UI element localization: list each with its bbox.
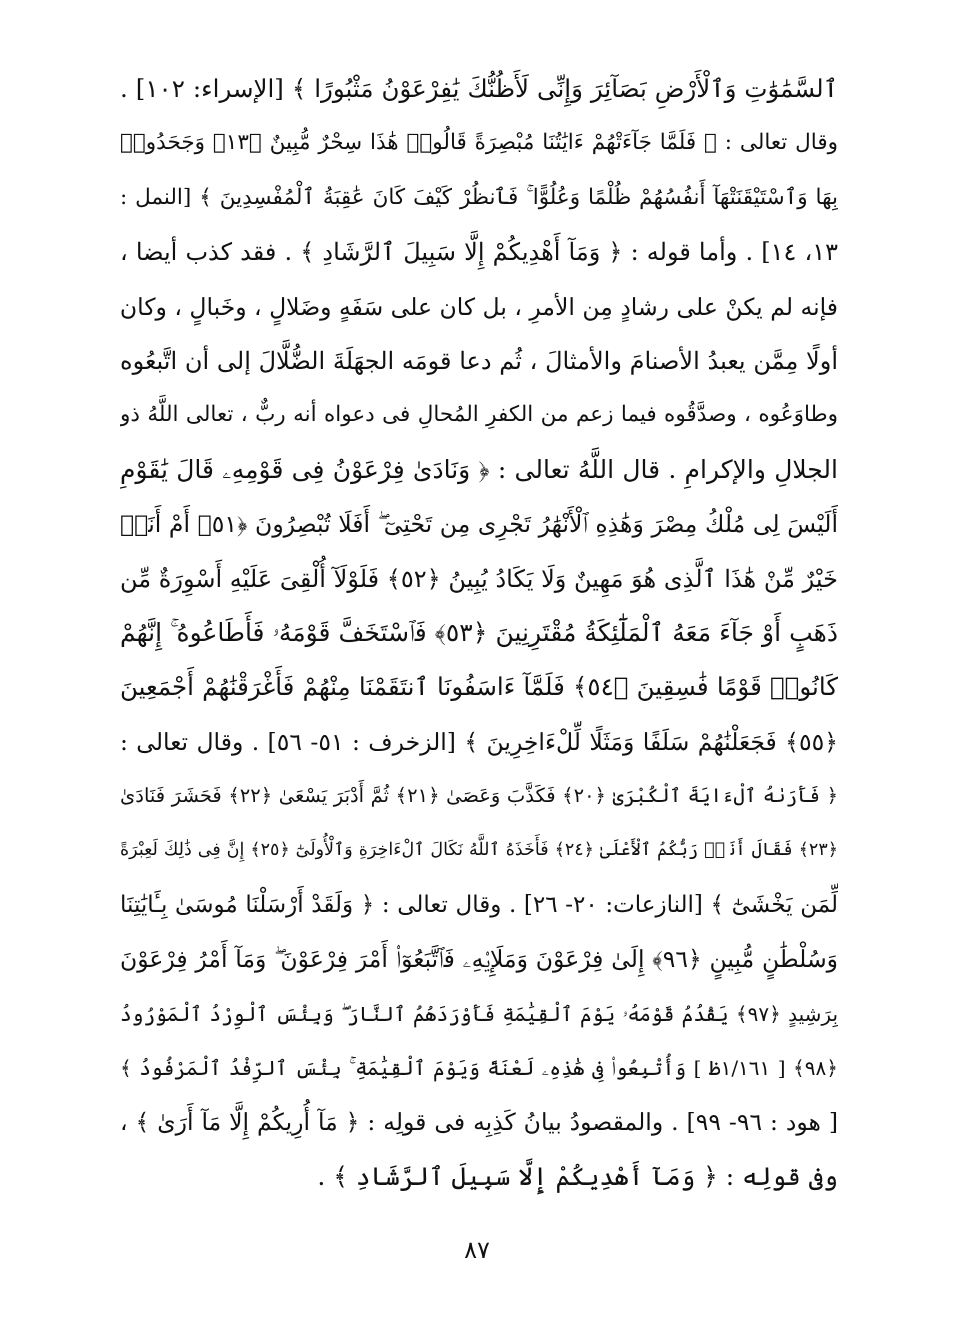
- text-line-14: ﴿ فَأَرَىٰهُ ٱلْءَايَةَ ٱلْكُبْرَىٰ ﴿٢٠﴾ فَكَذَّبَ وَعَصَىٰ ﴿٢١﴾ ثُمَّ أَدْبَرَ يَسْعَىٰ ﴿٢٢﴾ فَحَشَرَ فَنَادَىٰ: [120, 784, 838, 808]
- text-line-4: ١٣، ١٤] . وأما قوله : ﴿ وَمَآ أَهْدِيكُمْ إِلَّا سَبِيلَ ٱلرَّشَادِ ﴾ . فقد كذب أيضا ،: [120, 238, 838, 267]
- text-line-6: أولًا مِمَّن يعبدُ الأصنامَ والأمثالَ ، ثُم دعا قومَه الجهَلَةَ الضُّلَّالَ إلى أن اتَّبعُوه: [120, 346, 838, 375]
- text-line-15: ﴿٢٣﴾ فَقَالَ أَنَا۠ رَبُّكُمُ ٱلْأَعْلَىٰ ﴿٢٤﴾ فَأَخَذَهُ ٱللَّهُ نَكَالَ ٱلْءَاخِرَةِ وَٱلْأُولَىٰٓ ﴿٢٥﴾ إِنَّ فِى ذَٰلِكَ لَعِبْرَةً: [120, 840, 838, 861]
- text-line-8: الجلالِ والإكرامِ . قال اللَّهُ تعالى : ﴿ وَنَادَىٰ فِرْعَوْنُ فِى قَوْمِهِۦ قَالَ يَٰقَوْمِ: [120, 454, 838, 484]
- text-line-11: ذَهَبٍ أَوْ جَآءَ مَعَهُ ٱلْمَلَٰٓئِكَةُ مُقْتَرِنِينَ ﴿٥٣﴾ فَٱسْتَخَفَّ قَوْمَهُۥ فَأَطَاعُوهُ ۚ إِنَّهُمْ: [120, 617, 838, 647]
- text-line-5: فإنه لم يكنْ على رشادٍ مِن الأمرِ ، بل كان على سَفَهٍ وضَلالٍ ، وخَبالٍ ، وكان: [120, 292, 838, 321]
- text-line-17: وَسُلْطَٰنٍ مُّبِينٍ ﴿٩٦﴾ إِلَىٰ فِرْعَوْنَ وَمَلَإِي۟هِۦ فَٱتَّبَعُوٓا۟ أَمْرَ فِرْعَوْنَ ۖ وَمَآ أَمْرُ فِرْعَوْنَ: [120, 945, 838, 974]
- text-line-18: بِرَشِيدٍ ﴿٩٧﴾ يَقْدُمُ قَوْمَهُۥ يَوْمَ ٱلْقِيَٰمَةِ فَأَوْرَدَهُمُ ٱلنَّارَ ۖ وَبِئْسَ ٱلْوِرْدُ ٱلْمَوْرُودُ: [120, 1001, 838, 1026]
- page-number: ٨٧: [464, 1236, 490, 1264]
- text-line-20: [ هود : ٩٦- ٩٩] . والمقصودُ بيانُ كَذِبِه فى قولِه : ﴿ مَآ أُرِيكُمْ إِلَّا مَآ أَرَىٰ ﴾ ،: [120, 1108, 838, 1137]
- text-line-16: لِّمَن يَخْشَىٰٓ ﴾ [النازعات: ٢٠- ٢٦] . وقال تعالى : ﴿ وَلَقَدْ أَرْسَلْنَا مُوسَىٰ بِـَٔايَٰتِنَا: [120, 891, 838, 918]
- text-line-1: ٱلسَّمَٰوَٰتِ وَٱلْأَرْضِ بَصَآئِرَ وَإِنِّى لَأَظُنُّكَ يَٰفِرْعَوْنُ مَثْبُورًا ﴾ [الإسراء: ١٠٢] .: [120, 74, 838, 103]
- text-line-21: وفى قولِه : ﴿ وَمَآ أَهْدِيكُمْ إِلَّا سَبِيلَ ٱلرَّشَادِ ﴾ .: [317, 1161, 838, 1191]
- text-line-2: وقال تعالى : ﴿ فَلَمَّا جَآءَتْهُمْ ءَايَٰتُنَا مُبْصِرَةً قَالُوا۟ هَٰذَا سِحْرٌ مُّبِينٌ ﴿١٣﴾ وَجَحَدُوا۟: [120, 130, 838, 156]
- text-line-19: ﴿٩٨﴾ [ ١/١٦١ظ ] وَأُتْبِعُوا۟ فِى هَٰذِهِۦ لَعْنَةً وَيَوْمَ ٱلْقِيَٰمَةِ ۚ بِئْسَ ٱلرِّفْدُ ٱلْمَرْفُودُ ﴾: [120, 1056, 838, 1081]
- text-line-7: وطاوَعُوه ، وصدَّقُوه فيما زعم من الكفرِ المُحالِ فى دعواه أنه ربٌّ ، تعالى اللَّهُ ذو: [120, 402, 838, 428]
- text-line-9: أَلَيْسَ لِى مُلْكُ مِصْرَ وَهَٰذِهِ ٱلْأَنْهَٰرُ تَجْرِى مِن تَحْتِىٓ ۖ أَفَلَا تُبْصِرُونَ ﴿٥١﴾ أَمْ أَنَا۠: [120, 510, 838, 539]
- text-line-13: ﴿٥٥﴾ فَجَعَلْنَٰهُمْ سَلَفًا وَمَثَلًا لِّلْءَاخِرِينَ ﴾ [الزخرف : ٥١- ٥٦] . وقال تعالى :: [120, 727, 838, 756]
- body-text: [120, 62, 838, 1204]
- text-line-3: بِهَا وَٱسْتَيْقَنَتْهَآ أَنفُسُهُمْ ظُلْمًا وَعُلُوًّا ۚ فَٱنظُرْ كَيْفَ كَانَ عَٰقِبَةُ ٱلْمُفْسِدِينَ ﴾ [النمل :: [120, 184, 838, 210]
- text-line-12: كَانُوا۟ قَوْمًا فَٰسِقِينَ ﴿٥٤﴾ فَلَمَّآ ءَاسَفُونَا ٱنتَقَمْنَا مِنْهُمْ فَأَغْرَقْنَٰهُمْ أَجْمَعِينَ: [120, 672, 838, 702]
- text-line-10: خَيْرٌ مِّنْ هَٰذَا ٱلَّذِى هُوَ مَهِينٌ وَلَا يَكَادُ يُبِينُ ﴿٥٢﴾ فَلَوْلَآ أُلْقِىَ عَلَيْهِ أَسْوِرَةٌ مِّن: [120, 564, 838, 593]
